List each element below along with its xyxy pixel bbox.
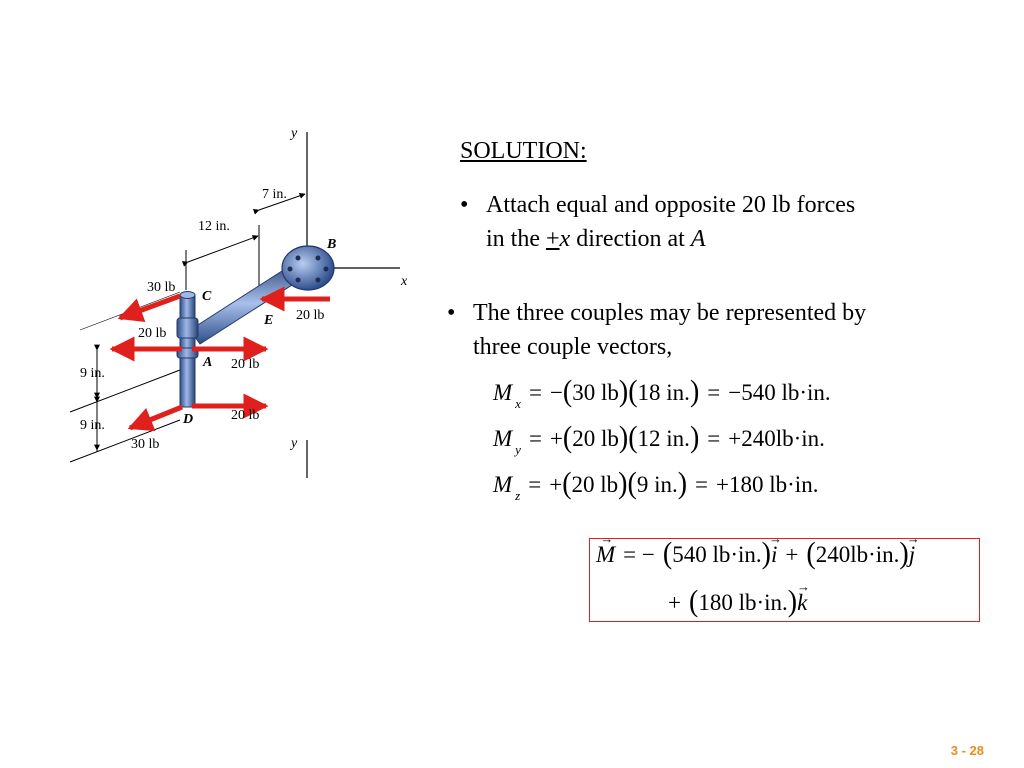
force-label-a-left-20lb: 20 lb <box>138 326 167 341</box>
unit-vector-j: → j <box>909 540 915 570</box>
bullet1-plus-minus: + <box>546 226 560 252</box>
dim-12in-line <box>188 236 258 262</box>
eq-distance: 12 in. <box>637 426 690 451</box>
eq-force: 30 lb <box>572 380 619 405</box>
bullet-dot: • <box>447 300 456 326</box>
eq-equals: = <box>528 426 542 451</box>
axis-label-y-bottom: y <box>291 436 298 451</box>
axis-label-x: x <box>401 274 408 289</box>
eq-result: +240lb·in. <box>728 426 825 451</box>
result-term-y: 240lb·in. <box>815 542 900 567</box>
force-label-d-right-20lb: 20 lb <box>231 408 260 423</box>
result-line2: + (180 lb·in.)→ k <box>660 588 807 618</box>
point-label-c: C <box>202 289 212 304</box>
eq-symbol: M <box>493 380 513 405</box>
eq-equals: = <box>695 472 709 497</box>
bullet-three-couples <box>447 296 967 366</box>
eq-equals: = <box>528 472 542 497</box>
eq-symbol: M <box>493 426 513 451</box>
eq-symbol: M <box>493 472 513 497</box>
force-label-d-30lb: 30 lb <box>131 437 160 452</box>
bullet2-line2: three couple vectors, <box>473 334 673 360</box>
point-label-d: D <box>183 412 194 427</box>
bolt <box>296 278 301 283</box>
force-label-e-20lb: 20 lb <box>296 308 325 323</box>
dim-label-7in: 7 in. <box>262 187 287 202</box>
eq-sign: + <box>549 426 563 451</box>
bullet1-line2 <box>486 222 706 256</box>
equation-mx: M $_x$ = −(30 lb)(18 in.) = −540 lb·in. <box>493 374 831 411</box>
force-label-c-30lb: 30 lb <box>147 280 176 295</box>
eq-sign: + <box>549 472 563 497</box>
page-number: 3 - 28 <box>950 743 984 758</box>
bullet1-mid: direction at <box>570 226 691 252</box>
eq-result: +180 lb·in. <box>716 472 819 497</box>
bolt <box>324 267 329 272</box>
z-guide-line-3 <box>80 292 180 330</box>
eq-force: 20 lb <box>572 426 619 451</box>
point-label-b: B <box>327 237 337 252</box>
eq-subscript: z <box>515 488 521 503</box>
force-arrow-d-30lb <box>130 407 182 428</box>
dim-label-9in-lower: 9 in. <box>80 418 105 433</box>
bullet2-line1: The three couples may be represented by <box>473 300 867 326</box>
unit-vector-k: → k <box>797 588 807 618</box>
eq-sign: − <box>549 380 563 405</box>
bolt <box>296 256 301 261</box>
bolt <box>288 267 293 272</box>
bullet1-point-a: A <box>690 226 706 252</box>
bullet-dot: • <box>460 192 469 218</box>
eq-distance: 18 in. <box>637 380 690 405</box>
bolt <box>316 278 321 283</box>
bullet1-line1: Attach equal and opposite 20 lb forces <box>486 192 856 218</box>
axis-label-y-top: y <box>291 126 298 141</box>
dim-label-12in: 12 in. <box>198 219 230 234</box>
eq-force: 20 lb <box>571 472 619 497</box>
point-label-a: A <box>203 355 213 370</box>
vector-m: → M <box>596 540 615 570</box>
pipe-cap-c <box>180 292 195 299</box>
result-equals: = − <box>623 542 655 567</box>
equation-my: M $_y$ = +(20 lb)(12 in.) = +240lb·in. <box>493 420 825 457</box>
figure-pipe-assembly <box>0 0 430 500</box>
eq-equals: = <box>528 380 542 405</box>
bullet1-x: x <box>559 226 571 252</box>
coupling-upper <box>177 318 198 338</box>
bullet1-prefix: in the <box>486 226 546 252</box>
result-term-x: 540 lb·in. <box>672 542 762 567</box>
point-label-e: E <box>264 313 274 328</box>
eq-equals: = <box>707 426 721 451</box>
bullet-attach-forces <box>460 188 940 258</box>
eq-distance: 9 in. <box>636 472 678 497</box>
eq-subscript: x <box>515 396 521 411</box>
eq-result: −540 lb·in. <box>728 380 831 405</box>
equation-mz: M $_z$ = +(20 lb)(9 in.) = +180 lb·in. <box>493 466 819 503</box>
result-term-z: 180 lb·in. <box>698 590 788 615</box>
force-arrow-c-30lb <box>120 296 180 318</box>
eq-equals: = <box>707 380 721 405</box>
result-line1: → M = − (540 lb·in.)→ i + (240lb·in.)→ j <box>596 540 915 570</box>
bolt <box>316 256 321 261</box>
dim-label-9in-upper: 9 in. <box>80 366 105 381</box>
solution-heading: SOLUTION: <box>460 138 587 164</box>
result-plus: + <box>785 542 799 567</box>
eq-subscript: y <box>515 442 521 457</box>
unit-vector-i: → i <box>771 540 777 570</box>
force-label-a-right-20lb: 20 lb <box>231 357 260 372</box>
result-plus: + <box>668 590 681 615</box>
